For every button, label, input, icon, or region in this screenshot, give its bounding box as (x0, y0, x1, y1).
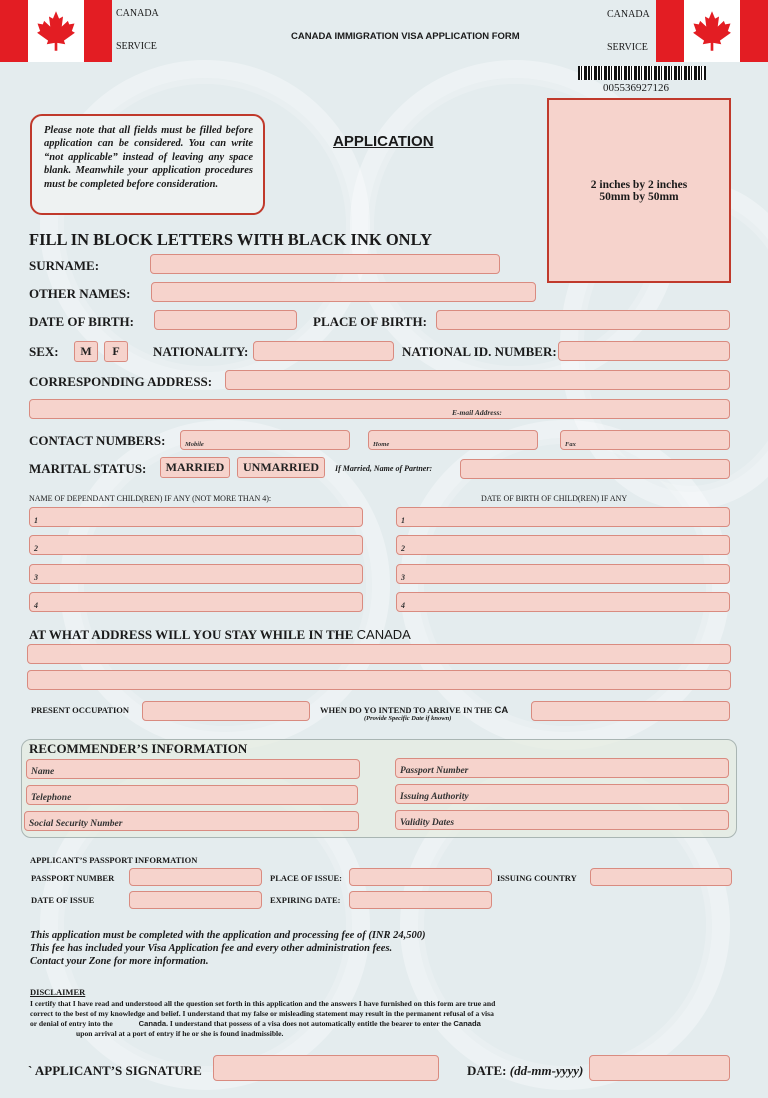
disclaimer-line-4: upon arrival at a port of entry if he or she is found inadmissible. (76, 1029, 284, 1038)
recommender-name-field[interactable] (26, 759, 360, 779)
row-number: 4 (401, 601, 405, 610)
disclaimer-text (30, 999, 495, 1039)
maple-leaf-icon (34, 9, 78, 53)
mobile-label: Mobile (185, 441, 204, 448)
arrival-date-field[interactable] (531, 701, 730, 721)
stay-address-field-2[interactable] (27, 670, 731, 690)
recommender-passport-label: Passport Number (400, 766, 469, 776)
recommender-validity-field[interactable] (395, 810, 729, 830)
passport-number-label: PASSPORT NUMBER (31, 873, 115, 883)
recommender-authority-field[interactable] (395, 784, 729, 804)
signature-date-text: DATE: (467, 1063, 507, 1078)
place-of-issue-label: PLACE OF ISSUE: (270, 873, 342, 883)
photo-size-mm: 50mm by 50mm (599, 190, 679, 203)
stay-address-field-1[interactable] (27, 644, 731, 664)
disclaimer-line-3b: . I understand that possess of a visa does not automatically entitle the bearer to enter the (166, 1019, 452, 1028)
stay-country-text: CANADA (356, 627, 411, 642)
row-number: 3 (401, 573, 405, 582)
child-dob-field[interactable] (396, 592, 730, 612)
disclaimer-country: Canada (138, 1019, 167, 1028)
issuing-country-field[interactable] (590, 868, 732, 886)
child-dob-field[interactable] (396, 507, 730, 527)
sex-label: SEX: (29, 344, 59, 359)
arrive-text: WHEN DO YO INTEND TO ARRIVE IN THE (320, 705, 493, 715)
signature-date-field[interactable] (589, 1055, 730, 1081)
disclaimer-line-3a: or denial of entry into the (30, 1019, 113, 1028)
barcode-number: 005536927126 (603, 82, 669, 94)
application-heading: APPLICATION (333, 133, 434, 150)
recommender-telephone-field[interactable] (26, 785, 358, 805)
left-service-label: SERVICE (116, 41, 157, 52)
maple-leaf-icon (690, 9, 734, 53)
dependants-dob-label: DATE OF BIRTH OF CHILD(REN) IF ANY (481, 494, 628, 503)
address-label: CORRESPONDING ADDRESS: (29, 374, 213, 389)
right-service-label: SERVICE (607, 42, 648, 53)
recommender-ssn-label: Social Security Number (29, 819, 123, 829)
recommender-name-label: Name (31, 767, 55, 777)
recommender-passport-field[interactable] (395, 758, 729, 778)
notice-box (30, 114, 265, 215)
recommender-validity-label: Validity Dates (400, 818, 455, 828)
dob-label: DATE OF BIRTH: (29, 314, 134, 329)
child-dob-field[interactable] (396, 564, 730, 584)
dependants-label: NAME OF DEPENDANT CHILD(REN) IF ANY (NOT MORE THAN 4): (29, 494, 272, 503)
contact-label: CONTACT NUMBERS: (29, 433, 166, 448)
left-country-label: CANADA (116, 8, 159, 19)
block-letters-instruction: FILL IN BLOCK LETTERS WITH BLACK INK ONLY (29, 230, 432, 249)
other-names-label: OTHER NAMES: (29, 286, 131, 301)
form-title: CANADA IMMIGRATION VISA APPLICATION FORM (291, 31, 520, 42)
sex-female-box[interactable]: F (104, 341, 128, 362)
passport-info-title: APPLICANT’S PASSPORT INFORMATION (30, 855, 198, 865)
unmarried-box[interactable]: UNMARRIED (237, 457, 325, 478)
issuing-country-label: ISSUING COUNTRY (497, 873, 577, 883)
expiry-date-field[interactable] (349, 891, 492, 909)
arrive-note: (Provide Specific Date if known) (364, 715, 452, 722)
married-box[interactable]: MARRIED (160, 457, 230, 478)
signature-date-format: (dd-mm-yyyy) (509, 1063, 584, 1078)
canada-flag-right (656, 0, 768, 62)
canada-flag-left (0, 0, 112, 62)
recommender-telephone-label: Telephone (31, 793, 72, 803)
address-field[interactable] (225, 370, 730, 390)
row-number: 4 (34, 601, 38, 610)
right-country-label: CANADA (607, 9, 650, 20)
surname-label: SURNAME: (29, 258, 100, 273)
other-names-field[interactable] (151, 282, 536, 302)
date-of-issue-field[interactable] (129, 891, 262, 909)
place-of-issue-field[interactable] (349, 868, 492, 886)
dob-field[interactable] (154, 310, 297, 330)
fax-label: Fax (565, 441, 576, 448)
row-number: 2 (401, 544, 405, 553)
occupation-label: PRESENT OCCUPATION (31, 705, 129, 715)
stay-address-label (29, 627, 411, 643)
fee-line-1: This application must be completed with the application and processing fee of (INR 24,500) (30, 930, 426, 941)
fee-line-2: This fee has included your Visa Application fee and every other administration fees. (30, 943, 393, 954)
fax-field[interactable] (560, 430, 730, 450)
email-label: E-mail Address: (452, 408, 502, 417)
row-number: 1 (401, 516, 405, 525)
fee-text-block (30, 929, 426, 968)
surname-field[interactable] (150, 254, 500, 274)
partner-field[interactable] (460, 459, 730, 479)
row-number: 1 (34, 516, 38, 525)
national-id-field[interactable] (558, 341, 730, 361)
signature-field[interactable] (213, 1055, 439, 1081)
home-label: Home (373, 441, 390, 448)
sex-male-box[interactable]: M (74, 341, 98, 362)
nationality-label: NATIONALITY: (153, 344, 249, 359)
expiry-date-label: EXPIRING DATE: (270, 895, 341, 905)
disclaimer-country-2: Canada (453, 1019, 481, 1028)
signature-label: ` APPLICANT’S SIGNATURE (28, 1063, 202, 1078)
date-of-issue-label: DATE OF ISSUE (31, 895, 95, 905)
child-dob-field[interactable] (396, 535, 730, 555)
child-name-field[interactable] (29, 592, 363, 612)
stay-address-text: AT WHAT ADDRESS WILL YOU STAY WHILE IN THE (29, 627, 354, 642)
recommender-authority-label: Issuing Authority (400, 792, 469, 802)
passport-number-field[interactable] (129, 868, 262, 886)
email-field[interactable] (29, 399, 730, 419)
disclaimer-line-1: I certify that I have read and understood all the question set forth in this application and the answers I have furnished on this form are true and (30, 999, 496, 1008)
mobile-field[interactable] (180, 430, 350, 450)
signature-date-label (467, 1063, 583, 1079)
row-number: 2 (34, 544, 38, 553)
nationality-field[interactable] (253, 341, 394, 361)
national-id-label: NATIONAL ID. NUMBER: (402, 344, 557, 359)
disclaimer-line-2: correct to the best of my knowledge and belief. I understand that my false or misleading statement may result in the permanent refusal of a visa (30, 1009, 494, 1018)
child-name-field[interactable] (29, 507, 363, 527)
fee-line-3: Contact your Zone for more information. (30, 956, 209, 967)
recommender-title: RECOMMENDER’S INFORMATION (29, 741, 248, 756)
home-field[interactable] (368, 430, 538, 450)
marital-label: MARITAL STATUS: (29, 461, 147, 476)
photo-size-inches: 2 inches by 2 inches (590, 178, 688, 191)
row-number: 3 (34, 573, 38, 582)
child-name-field[interactable] (29, 535, 363, 555)
partner-label: If Married, Name of Partner: (335, 464, 433, 473)
disclaimer-title: DISCLAIMER (30, 987, 86, 997)
recommender-ssn-field[interactable] (24, 811, 359, 831)
child-name-field[interactable] (29, 564, 363, 584)
barcode (578, 66, 706, 80)
arrive-country-text: CA (494, 705, 509, 716)
occupation-field[interactable] (142, 701, 310, 721)
disclaimer-line-3 (30, 1019, 495, 1029)
notice-text: Please note that all fields must be filled before application can be considered. You can write “not applicable” instead of leaving any space blank. Meanwhile your application procedures must be completed before consideration. (44, 125, 253, 190)
photo-box[interactable] (547, 98, 731, 283)
pob-field[interactable] (436, 310, 730, 330)
pob-label: PLACE OF BIRTH: (313, 314, 427, 329)
